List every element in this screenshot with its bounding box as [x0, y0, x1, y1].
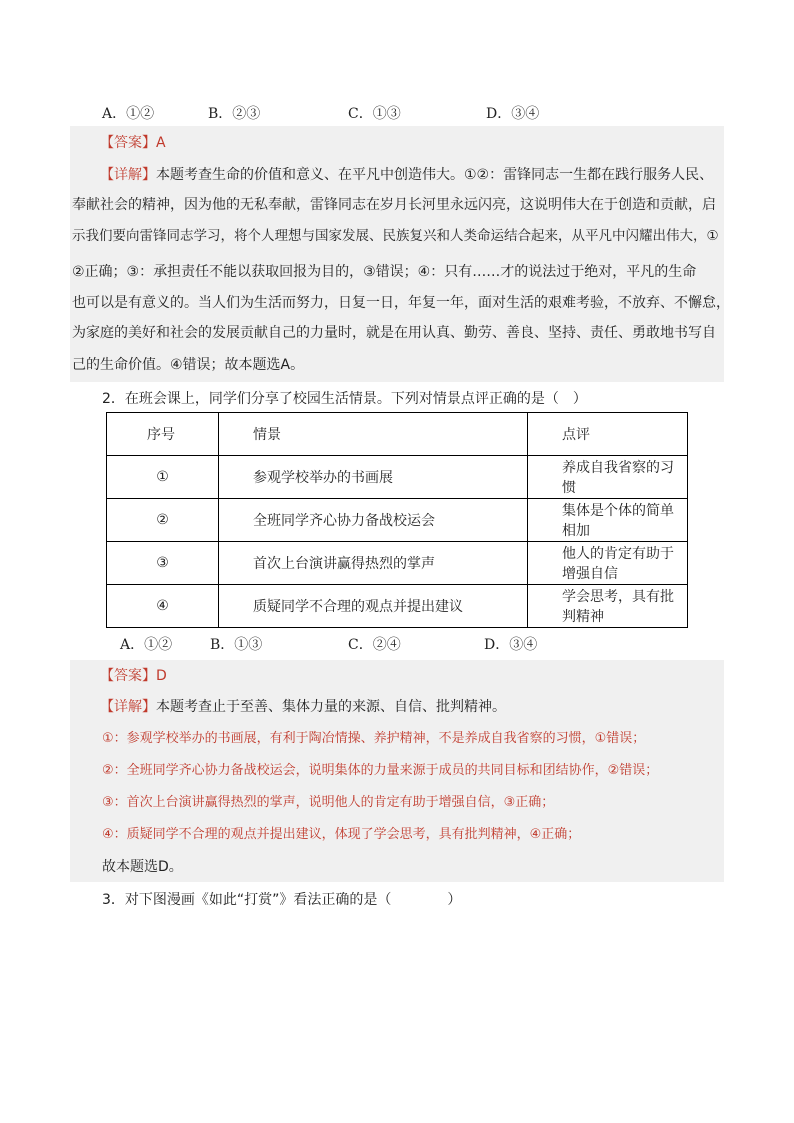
- q2-stem: 2．在班会课上，同学们分享了校园生活情景。下列对情景点评正确的是（ ）: [102, 391, 587, 407]
- q2-detail-line-2: ②：全班同学齐心协力备战校运会，说明集体的力量来源于成员的共同目标和团结协作，②错误；: [102, 763, 659, 778]
- table-row: [107, 585, 688, 628]
- q2-conclusion: 故本题选D。: [102, 859, 183, 875]
- table-row: [107, 499, 688, 542]
- q2-detail-line-4: ④：质疑同学不合理的观点并提出建议，体现了学会思考，具有批判精神，④正确；: [102, 827, 581, 842]
- table-header-row: [107, 413, 688, 456]
- q2-answer-label: 【答案】: [100, 668, 156, 684]
- q2-detail-line-3: ③：首次上台演讲赢得热烈的掌声，说明他人的肯定有助于增强自信，③正确；: [102, 795, 555, 810]
- q1-detail-line-1: [100, 165, 722, 185]
- table-cell-scene: 参观学校举办的书画展: [219, 456, 528, 499]
- q1-option-b[interactable]: B．②③: [208, 106, 261, 122]
- table-row: [107, 542, 688, 585]
- q1-option-c[interactable]: C．①③: [348, 106, 401, 122]
- q1-detail-line-3: 示我们要向雷锋同志学习，将个人理想与国家发展、民族复兴和人类命运结合起来，从平凡中闪耀出伟大，①: [72, 228, 719, 244]
- table-cell-comment: 集体是个体的简单相加: [528, 499, 688, 542]
- q1-detail-label: 【详解】: [100, 167, 156, 183]
- q2-option-d[interactable]: D．③④: [484, 637, 538, 653]
- q2-table: [106, 412, 688, 628]
- q1-detail-line-2: 奉献社会的精神，因为他的无私奉献，雷锋同志在岁月长河里永远闪亮，这说明伟大在于创造和贡献，启: [72, 197, 716, 213]
- q1-answer: [100, 133, 722, 153]
- q2-answer: [100, 666, 722, 686]
- q1-detail-line-5: 也可以是有意义的。当人们为生活而努力，日复一日，年复一年，面对生活的艰难考验，不放弃、不懈怠，: [72, 295, 730, 311]
- table-cell-comment: 学会思考，具有批判精神: [528, 585, 688, 628]
- q2-detail-intro: [100, 697, 722, 717]
- table-cell-comment: 养成自我省察的习惯: [528, 456, 688, 499]
- table-header-comment: 点评: [528, 413, 688, 456]
- q3-stem: 3．对下图漫画《如此“打赏”》看法正确的是（ ）: [102, 892, 462, 908]
- table-cell-no: ①: [107, 456, 219, 499]
- table-header-scene: 情景: [219, 413, 528, 456]
- table-row: [107, 456, 688, 499]
- table-cell-no: ②: [107, 499, 219, 542]
- table-cell-no: ④: [107, 585, 219, 628]
- table-cell-scene: 全班同学齐心协力备战校运会: [219, 499, 528, 542]
- table-cell-no: ③: [107, 542, 219, 585]
- table-header-no: 序号: [107, 413, 219, 456]
- q1-detail-line-4: ②正确；③：承担责任不能以获取回报为目的，③错误；④：只有……才的说法过于绝对，平凡的生命: [72, 264, 697, 280]
- q1-answer-label: 【答案】: [100, 135, 156, 151]
- table-cell-comment: 他人的肯定有助于增强自信: [528, 542, 688, 585]
- q1-detail-line-6: 为家庭的美好和社会的发展贡献自己的力量时，就是在用认真、勤劳、善良、坚持、责任、勇敢地书写自: [72, 325, 716, 341]
- q2-detail-label: 【详解】: [100, 699, 156, 715]
- q1-option-d[interactable]: D．③④: [486, 106, 540, 122]
- q1-answer-value: A: [156, 135, 166, 151]
- q2-detail-intro-text: 本题考查止于至善、集体力量的来源、自信、批判精神。: [156, 699, 506, 715]
- q2-options: [120, 634, 680, 654]
- q2-option-c[interactable]: C．②④: [348, 637, 401, 653]
- q2-answer-value: D: [156, 668, 167, 684]
- q1-option-a[interactable]: A．①②: [102, 106, 155, 122]
- table-cell-scene: 质疑同学不合理的观点并提出建议: [219, 585, 528, 628]
- q1-detail-line-7: 己的生命价值。④错误；故本题选A。: [72, 357, 305, 373]
- q1-options: [102, 103, 702, 123]
- q1-detail-text: 本题考查生命的价值和意义、在平凡中创造伟大。①②：雷锋同志一生都在践行服务人民、: [156, 167, 714, 183]
- q2-option-a[interactable]: A．①②: [120, 637, 173, 653]
- q2-option-b[interactable]: B．①③: [210, 637, 263, 653]
- q2-detail-line-1: ①：参观学校举办的书画展，有利于陶冶情操、养护精神，不是养成自我省察的习惯，①错误；: [102, 731, 646, 746]
- table-cell-scene: 首次上台演讲赢得热烈的掌声: [219, 542, 528, 585]
